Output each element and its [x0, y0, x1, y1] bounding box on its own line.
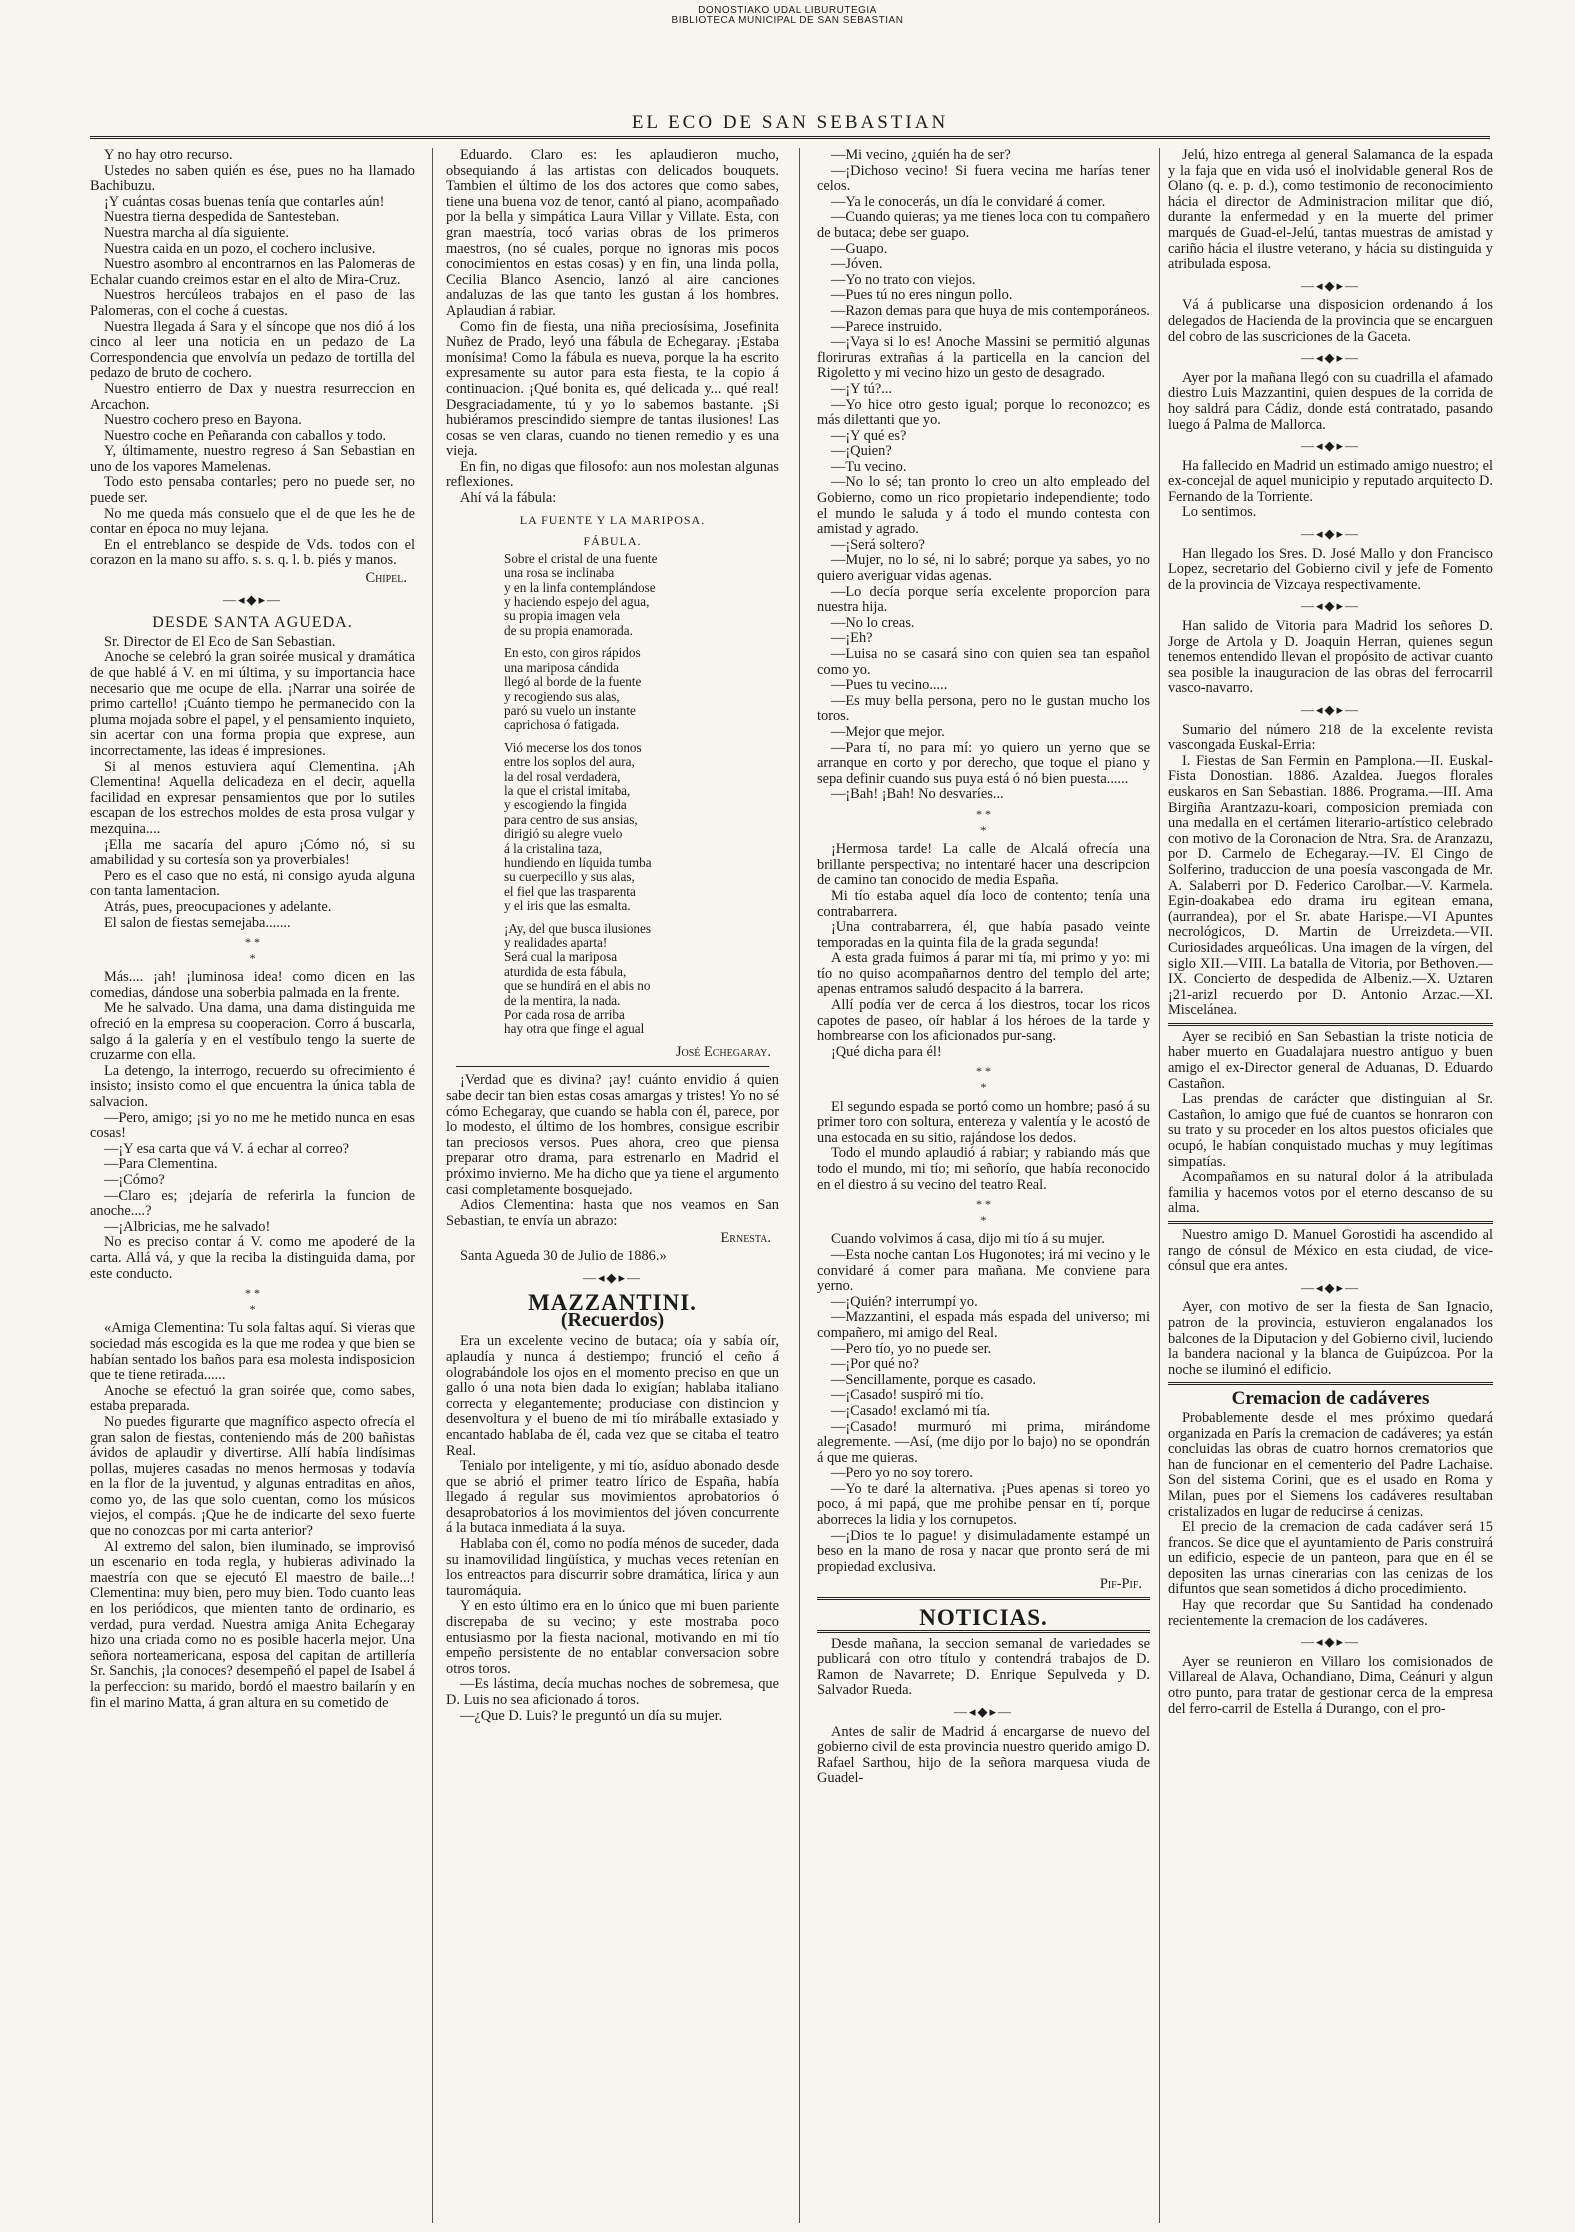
ornament: —◂◆▸—	[1300, 438, 1361, 454]
paragraph: A esta grada fuimos á parar mi tía, mi primo y yo: mi tío no quiso acompañarnos dentro del templo del arte; apenas entramos saludó despacito á la barrera.	[817, 950, 1150, 998]
paragraph: Nuestra marcha al día siguiente.	[104, 224, 290, 241]
article-body	[446, 148, 779, 507]
paragraph: Probablemente desde el mes próximo quedará organizada en París la cremacion de cadáveres; ya están concluidas las obras de cuatro hornos crematorios que han de funcionar en el cementerio del Padre Lachaise. Son del sistema Corini, que es el usado en Roma y Milan, pues por el Siemens los cadáveres resultaban cristalizados en lugar de reducirse á cenizas.	[1168, 1409, 1493, 1520]
ornament: —◂◆▸—	[1300, 598, 1361, 614]
paragraph: Adios Clementina: hasta que nos veamos en San Sebastian, te envía un abrazo:	[446, 1197, 779, 1229]
heading-santa-agueda: DESDE SANTA AGUEDA.	[152, 614, 353, 632]
paragraph: Ayer, con motivo de ser la fiesta de San Ignacio, patron de la provincia, estuvieron engalanados los balcones de la Diputacion y del Gobierno civil, luciendo la bandera nacional y la blanca de Guipúzcoa. Por la noche se iluminó el edificio.	[1168, 1299, 1493, 1378]
dateline: Santa Agueda 30 de Julio de 1886.»	[460, 1247, 667, 1264]
article-body	[817, 1637, 1150, 1787]
paragraph: —No lo creas.	[831, 614, 915, 631]
paragraph: Ayer se recibió en San Sebastian la triste noticia de haber muerto en Guadalajara nuestro antiguo y buen amigo el ex-Director general de Aduanas, D. Eduardo Castañon.	[1168, 1028, 1493, 1092]
ornament: —◂◆▸—	[953, 1704, 1014, 1719]
paragraph: —¡Bah! ¡Bah! No desvaríes...	[831, 786, 1004, 803]
paragraph: —Mejor que mejor.	[831, 723, 945, 740]
paragraph: —¡Cómo?	[104, 1172, 165, 1188]
poem-verse: paró su vuelo un instante	[504, 702, 636, 718]
stamp-line-1: DONOSTIAKO UDAL LIBURUTEGIA	[698, 5, 877, 16]
poem-verse: una mariposa cándida	[504, 659, 619, 675]
poem-verse: Vió mecerse los dos tonos	[504, 739, 642, 755]
paragraph: —¡Y esa carta que vá V. á echar al correo?	[104, 1140, 350, 1157]
paragraph: Ayer se reunieron en Villaro los comisionados de Villareal de Alava, Ochandiano, Dima, Ceánuri y algun otro punto, para tratar de gestionar cerca de la empresa del ferro-carril de Estella á Durango, con el pro-	[1168, 1653, 1493, 1717]
masthead: EL ECO DE SAN SEBASTIAN	[631, 112, 949, 133]
paragraph: Nuestro coche en Peñaranda con caballos y todo.	[104, 427, 387, 444]
paragraph: —Yo te daré la alternativa. ¡Pues apenas si toreo yo poco, á mi papá, que me prohibe pensar en tí, porque aborreces la lidia y los cornupetos.	[817, 1480, 1150, 1529]
paragraph: —Pero, amigo; ¡si yo no me he metido nunca en esas cosas!	[90, 1109, 415, 1142]
divider	[1168, 1382, 1493, 1385]
paragraph: —¡Dios te lo pague! y disimuladamente estampé un beso en la mano de rosa y nacar que pronto será de mi propiedad exclusiva.	[817, 1527, 1150, 1575]
paragraph: Desde mañana, la seccion semanal de variedades se publicará con otro título y contendrá trabajos de D. Ramon de Navarrete; D. Enrique Sepulveda y D. Salvador Rueda.	[817, 1635, 1150, 1699]
paragraph: —¡Y qué es?	[831, 427, 907, 444]
article-body	[1168, 619, 1493, 697]
paragraph: Nuestros hercúleos trabajos en el paso de las Palomeras, con el coche á cuestas.	[90, 287, 415, 319]
ornament: —◂◆▸—	[1300, 702, 1361, 717]
paragraph: Y en esto último era en lo único que mi buen pariente discrepaba de su vecino; y este mostraba poco entusiasmo por la fiesta nacional, motivando en mi tío empeño persistente de no entablar conversacion sobre otros toros.	[446, 1598, 779, 1677]
paragraph: Al extremo del salon, bien iluminado, se improvisó un escenario en toda regla, y hubieras adivinado la maestría con que se ejecutó El maestro de baile...! Clementina: muy bien, pero muy bien. Todo cuanto leas en los periódicos, que mienten tanto de ordinario, es verdad, pura verdad. Nuestra amiga Anita Echegaray hizo una criada como no es posible hacerla mejor. Una señora norteamericana, esposa del capitan de artillería Sr. Sanchis, ¡la conoces? desempeñó el papel de Isabel á la perfeccion: su marido, bordó el maestro bailarín y en fin el marino Matta, á gran altura en su cometido de	[90, 1538, 415, 1711]
asterism: * * *	[976, 1197, 991, 1227]
paragraph: —No lo sé; tan pronto lo creo un alto empleado del Gobierno, como un rico propietario independiente; todo el mundo le saluda y á todo el mundo contesta con amistad y agrado.	[817, 474, 1150, 538]
poem-verse: de la mentira, la nada.	[504, 992, 621, 1008]
paragraph: Ha fallecido en Madrid un estimado amigo nuestro; el ex-concejal de aquel municipio y reputado arquitecto D. Fernando de la Torriente.	[1168, 457, 1493, 505]
paragraph: Nuestra caida en un pozo, el cochero inclusive.	[104, 240, 376, 257]
paragraph: ¡Ella me sacaría del apuro ¡Cómo nó, si su amabilidad y su cortesía son ya proverbiales!	[90, 836, 415, 869]
paragraph: —¡Dichoso vecino! Si fuera vecina me harías tener celos.	[817, 162, 1150, 195]
poem-verse: la que el cristal imitaba,	[504, 782, 631, 798]
paragraph: —Pero yo no soy torero.	[831, 1465, 973, 1482]
poem-stanza	[446, 741, 779, 914]
paragraph: Antes de salir de Madrid á encargarse de nuevo del gobierno civil de esta provincia nuestro querido amigo D. Rafael Sarthou, hijo de la señora marquesa viuda de Guadel-	[817, 1723, 1150, 1787]
paragraph: —Sencillamente, porque es casado.	[831, 1371, 1036, 1388]
paragraph: —¡Casado! exclamó mi tía.	[831, 1402, 991, 1419]
ornament: —◂◆▸—	[1300, 1634, 1361, 1650]
paragraph: Más.... ¡ah! ¡luminosa idea! como dicen en las comedias, dándose una soberbia palmada en la frente.	[90, 969, 415, 1001]
paragraph: Anoche se efectuó la gran soirée que, como sabes, estaba preparada.	[90, 1382, 415, 1415]
poem-verse: llegó al borde de la fuente	[504, 674, 642, 690]
paragraph: —¡Será soltero?	[831, 536, 925, 553]
subheading-recuerdos: (Recuerdos)	[560, 1308, 665, 1331]
poem-subtitle: FÁBULA.	[583, 534, 642, 549]
paragraph: —Pues tu vecino.....	[831, 677, 948, 694]
column-rule	[432, 148, 433, 2223]
paragraph: No me queda más consuelo que el de que les he de contar en época no muy lejana.	[90, 505, 415, 538]
poem-stanza	[446, 646, 779, 732]
signature-pifpif: Pif-Pif.	[1099, 1576, 1142, 1593]
paragraph: Cuando volvimos á casa, dijo mi tío á su mujer.	[831, 1231, 1105, 1248]
paragraph: La detengo, la interrogo, recuerdo su ofrecimiento é insisto; insisto como el que encuentra la única tabla de salvacion.	[90, 1062, 415, 1111]
paragraph: Atrás, pues, preocupaciones y adelante.	[104, 898, 332, 915]
divider	[1168, 1023, 1493, 1026]
ornament: —◂◆▸—	[1300, 277, 1361, 293]
article-body	[1168, 298, 1493, 345]
article-body	[1168, 1655, 1493, 1717]
article-body	[1168, 459, 1493, 521]
article-body	[1168, 1411, 1493, 1629]
library-stamp	[0, 6, 1575, 26]
poem	[446, 552, 779, 1037]
divider	[817, 1630, 1150, 1633]
asterism: * * *	[245, 1286, 260, 1316]
paragraph: —Razon demas para que huya de mis contemporáneos.	[831, 302, 1150, 319]
signature-ernesta: Ernesta.	[720, 1230, 771, 1247]
poem-verse: Será cual la mariposa	[504, 949, 618, 965]
poem-verse: el fiel que las trasparenta	[504, 883, 636, 899]
paragraph: —Cuando quieras; ya me tienes loca con tu compañero de butaca; debe ser guapo.	[817, 209, 1150, 241]
paragraph: —Tu vecino.	[831, 458, 907, 475]
poem-verse: dirigió su alegre vuelo	[504, 826, 623, 842]
paragraph: —¡Quién? interrumpí yo.	[831, 1293, 978, 1310]
paragraph: —Para tí, no para mí: yo quiero un yerno que se arranque en corto y por derecho, que toque el piano y sepa definir cuando sus puya está ó nó bien puesta......	[817, 739, 1150, 787]
paragraph: —Pues tú no eres ningun pollo.	[831, 287, 1013, 304]
article-body	[817, 1232, 1150, 1575]
asterism: * * *	[976, 1064, 991, 1095]
asterism: * * *	[245, 935, 260, 965]
paragraph: —Es muy bella persona, pero no le gustan mucho los toros.	[817, 692, 1150, 725]
paragraph: —¡Y tú?...	[831, 380, 893, 397]
paragraph: —¿Que D. Luis? le preguntó un día su mujer.	[460, 1707, 723, 1724]
paragraph: Las prendas de carácter que distinguian al Sr. Castañon, lo amigo que fué de cuantos se honraron con su trato y su proceder en los altos puestos oficiales que ocupó, le habían conquistado muchas y muy legítimas simpatías.	[1168, 1091, 1493, 1170]
paragraph: Nuestro entierro de Dax y nuestra resurreccion en Arcachon.	[90, 380, 415, 413]
paragraph: —Pero tío, yo no puede ser.	[831, 1340, 992, 1357]
paragraph: —Mujer, no lo sé, ni lo sabré; porque ya sabes, yo no quiero averiguar vidas agenas.	[817, 552, 1150, 585]
article-body	[817, 148, 1150, 803]
paragraph: Hay que recordar que Su Santidad ha condenado recientemente la cremacion de los cadáveres.	[1168, 1597, 1493, 1629]
paragraph: ¡Verdad que es divina? ¡ay! cuánto envidio á quien sabe decir tan bien estas cosas amargas y tristes! Yo no sé cómo Echegaray, que cuando se habla con él, parece, por lo modesto, el último de los hombres, consigue escribir tan preciosos versos. Pues ahora, creo que piensa preparar otro drama, para estrenarlo en Madrid el próximo invierno. Me ha dicho que ya tiene el argumento casi completamente bosquejado.	[446, 1072, 779, 1198]
poem-verse: una rosa se inclinaba	[504, 565, 615, 581]
column-2	[446, 148, 779, 2223]
poem-verse: de su propia enamorada.	[504, 622, 633, 638]
paragraph: —¡Casado! murmuró mi prima, mirándome alegremente. —Así, (me dijo por lo bajo) no se opondrán á que me quieras.	[817, 1418, 1150, 1466]
paragraph: Nuestro cochero preso en Bayona.	[104, 412, 302, 429]
paragraph: —¡Casado! suspiró mi tío.	[831, 1387, 984, 1404]
paragraph: Y no hay otro recurso.	[104, 148, 233, 163]
article-body	[90, 1321, 415, 1711]
paragraph: —Guapo.	[831, 240, 888, 257]
poem-verse: y escogiendo la fingida	[504, 797, 627, 813]
column-3	[817, 148, 1150, 2223]
article-body	[90, 148, 415, 569]
poem-verse: y en la linfa contemplándose	[504, 579, 656, 595]
paragraph: —Es lástima, decía muchas noches de sobremesa, que D. Luis no sea aficionado á toros.	[446, 1676, 779, 1708]
poem-verse: hundiendo en líquida tumba	[504, 854, 652, 870]
paragraph: Eduardo. Claro es: les aplaudieron mucho, obsequiando á las artistas con delicados bouquets. Tambien el último de los dos actores que como sabes, tiene una buena voz de tenor, cantó al piano, acompañado por la bella y simpática Laura Villar y Villate. Esta, con gran maestría, tocó varias obras de los primeros maestros, (no sé cuales, porque no ignoras mis pocos conocimientos en estas cosas) y en fin, una linda polla, Cecilia Blanco Asencio, lanzó al aire canciones andaluzas de las que tanto les gustan á los hombres. Aplaudian á rabiar.	[446, 148, 779, 319]
paragraph: Han llegado los Sres. D. José Mallo y don Francisco Lopez, secretario del Gobierno civil y jefe de Fomento de la provincia de Vizcaya respectivamente.	[1168, 545, 1493, 593]
ornament: —◂◆▸—	[222, 591, 283, 607]
poem-verse: su cuerpecillo y sus alas,	[504, 869, 635, 885]
column-rule	[1159, 148, 1160, 2223]
paragraph: Nuestro asombro al encontrarnos en las Palomeras de Echalar cuando creimos estar en el alto de Mira-Cruz.	[90, 256, 415, 288]
article-body	[1168, 723, 1493, 1019]
paragraph: Sr. Director de El Eco de San Sebastian.	[104, 633, 336, 650]
poem-verse: y haciendo espejo del agua,	[504, 594, 650, 610]
paragraph: Han salido de Vitoria para Madrid los señores D. Jorge de Artola y D. Joaquin Herran, quienes segun tenemos entendido llevan el propósito de activar cuanto sea posible la inauguracion de las obras del ferrocarril vasco-navarro.	[1168, 618, 1493, 697]
paragraph: I. Fiestas de San Fermin en Pamplona.—II. Euskal-Fista Donostian. 1886. Azaldea. Juegos florales euskaros en San Sebastian. 1886. Programa.—III. Ama Birgiña Arantzazu-koari, composicion premiada con una medalla en el certámen literario-artístico celebrado con motivo de la Coronacion de Ntra. Sra. de Aranzazu, por D. Carmelo de Echegaray.—IV. El Cingo de Solferino, traduccion de una poesía vascongada de Mr. A. Salaberri por D. Federico Carolbar.—V. Karmela. Egin-doakabea edo drama iru egitean emana, (aurrandea), por el Sr. abate Harispe.—VI Apuntes necrológicos, D. Martin de Urreizdeta.—VII. Curiosidades arqueólicas. Una imagen de la vírgen, del siglo XII.—VIII. La batalla de Vitoria, por Bethoven.—IX. Concierto de despedida de Albeniz.—X. Uztaren ¡21-arizl recuerdo por D. Antonio Arzac.—XI. Miscelánea.	[1168, 752, 1493, 1019]
poem-verse: Sobre el cristal de una fuente	[504, 550, 658, 566]
article-body	[1168, 1228, 1493, 1275]
paragraph: Era un excelente vecino de butaca; oía y sabía oír, aplaudía y nunca á destiempo; frunció el ceño á olograbándole los ojos en el momento preciso en que un gallo ó una nota bien dada lo exigían; hablaba italiano correcta y elegantemente; produciase con distincion y desenvoltura y el bueno de mi tío miráballe extasiado y encantado hablaba de él, cada vez que se citaba el teatro Real.	[446, 1333, 779, 1459]
paragraph: No puedes figurarte que magnífico aspecto ofrecía el gran salon de fiestas, conteniendo más de 200 bañistas ávidos de aplaudir y divertirse. Allí había lindísimas pollas, mujeres casadas no menos hermosas y todavía en la flor de la juventud, y algunas entraditas en años, como yo, de las que solo cuentan, como los músicos viejos, el compás. ¡Que he de indicarte del sexo fuerte que no conozcas por mi carta anterior?	[90, 1413, 415, 1540]
poem-verse: y el iris que las esmalta.	[504, 898, 631, 914]
paragraph: Tenialo por inteligente, y mi tío, asíduo abonado desde que se abrió el primer teatro lírico de España, había llegado á regular sus movimientos aprobatorios ó desaprobatorios á los movimientos del jóven concurrente á la butaca inmediata á la suya.	[446, 1458, 779, 1537]
poem-verse: y recogiendo sus alas,	[504, 688, 620, 704]
asterism: * * *	[976, 806, 991, 837]
paragraph: El salon de fiestas semejaba.......	[104, 914, 291, 931]
paragraph: —¡Eh?	[831, 630, 873, 647]
paragraph: Todo esto pensaba contarles; pero no puede ser, no puede ser.	[90, 474, 415, 507]
article-body	[90, 970, 415, 1282]
heading-cremacion: Cremacion de cadáveres	[1231, 1388, 1430, 1410]
paragraph: —¡Quien?	[831, 443, 892, 460]
paragraph: Vá á publicarse una disposicion ordenando á los delegados de Hacienda de la provincia que se encarguen del cobro de las suscriciones de la Gaceta.	[1168, 297, 1493, 345]
paragraph: Ayer por la mañana llegó con su cuadrilla el afamado diestro Luis Mazzantini, quien despues de la corrida de hoy saldrá para Cádiz, donde está contratado, pasando luego á Palma de Mallorca.	[1168, 369, 1493, 433]
divider	[456, 1066, 769, 1067]
column-4	[1168, 148, 1493, 2223]
column-1	[90, 148, 415, 2223]
poem-verse: su propia imagen vela	[504, 608, 621, 624]
stamp-line-2: BIBLIOTECA MUNICIPAL DE SAN SEBASTIAN	[671, 15, 904, 26]
poem-verse: y realidades aparta!	[504, 935, 608, 950]
paragraph: En fin, no digas que filosofo: aun nos molestan algunas reflexiones.	[446, 458, 779, 491]
paragraph: Mi tío estaba aquel día loco de contento; tenía una contrabarrera.	[817, 887, 1150, 920]
paragraph: El precio de la cremacion de cada cadáver será 15 francos. Se dice que el ayuntamiento de Paris construirá un edificio, especie de un panteon, para que en él se depositen las urnas cinerarias con las cenizas de los difuntos que sean sometidos á dicho procedimiento.	[1168, 1519, 1493, 1598]
paragraph: Y, últimamente, nuestro regreso á San Sebastian en uno de los vapores Mamelenas.	[90, 443, 415, 475]
paragraph: —¡Por qué no?	[831, 1356, 919, 1373]
paragraph: —Para Clementina.	[104, 1156, 218, 1173]
paragraph: Ahí vá la fábula:	[460, 490, 557, 507]
paragraph: Todo el mundo aplaudió á rabiar; y rabiando más que todo el mundo, mi tío; mi señorío, que había reconocido en el diestro á su vecino del teatro Real.	[817, 1145, 1150, 1193]
paragraph: —Luisa no se casará sino con quien sea tan español como yo.	[817, 646, 1150, 678]
paragraph: —Claro es; ¡dejaría de referirla la funcion de anoche....?	[90, 1187, 415, 1220]
article-body	[1168, 148, 1493, 273]
paragraph: —Ya le conocerás, un día le convidaré á comer.	[831, 193, 1106, 210]
paragraph: Acompañamos en su natural dolor á la atribulada familia y hacemos votos por el eterno descanso de su alma.	[1168, 1169, 1493, 1217]
paragraph: —Lo decía porque sería excelente proporcion para nuestra hija.	[817, 583, 1150, 616]
ornament: —◂◆▸—	[1300, 350, 1361, 366]
poem-verse: hay otra que finge el agual	[504, 1021, 645, 1037]
paragraph: ¡Y cuántas cosas buenas tenía que contarles aún!	[104, 193, 385, 210]
paragraph: —Parece instruido.	[831, 318, 943, 335]
paragraph: Anoche se celebró la gran soirée musical y dramática de que hablé á V. en mi última, y su importancia hace necesario que me ocupe de ella. ¡Narrar una soirée de primo cartello! ¡Cuánto tiempo he permanecido con la pluma mojada sobre el papel, y el pensamiento inquieto, sin acertar con una forma propia que exprese, aun incorrectamente, las ideas é impresiones.	[90, 649, 415, 759]
poem-stanza	[446, 922, 779, 1037]
paragraph: Jelú, hizo entrega al general Salamanca de la espada y la faja que en vida usó el inolvidable general Ros de Olano (q. e. p. d.), como testimonio de reconocimiento hácia el director de Administracion militar que dió, durante la enfermedad y en la muerte del primer marqués de Guad-el-Jelú, tantas muestras de amistad y cariño hácia el ilustre veterano, y hácia su distinguida y atribulada esposa.	[1168, 148, 1493, 273]
paragraph: El segundo espada se portó como un hombre; pasó á su primer toro con soltura, entereza y valentía y le acostó de una estocada en su sitio, rajándose los dedos.	[817, 1098, 1150, 1146]
paragraph: —Esta noche cantan Los Hugonotes; irá mi vecino y le convidaré á comer para mañana. Me conviene para yerno.	[817, 1246, 1150, 1295]
column-rule	[799, 148, 800, 2223]
poem-verse: aturdida de esta fábula,	[504, 963, 627, 979]
paragraph: ¡Qué dicha para él!	[831, 1043, 942, 1060]
paragraph: —Yo hice otro gesto igual; porque lo reconozco; es más dilettanti que yo.	[817, 396, 1150, 429]
article-body	[1168, 1030, 1493, 1217]
paragraph: —¡Albricias, me he salvado!	[104, 1218, 271, 1235]
paragraph: —¡Vaya si lo es! Anoche Massini se permitió algunas floriruras extrañas á la particella en la cancion del Rigoletto y mi vecino hizo un gesto de desagrado.	[817, 334, 1150, 382]
poem-verse: ¡Ay, del que busca ilusiones	[504, 920, 651, 936]
paragraph: ¡Una contrabarrera, él, que había pasado veinte temporadas en la quinta fila de la grada segunda!	[817, 919, 1150, 951]
poem-verse: entre los soplos del aura,	[504, 754, 635, 770]
paragraph: En el entreblanco se despide de Vds. todos con el corazon en la mano su affo. s. s. q. l. b. piés y manos.	[90, 536, 415, 569]
signature-chipel: Chipel.	[365, 570, 407, 587]
paragraph: Ustedes no saben quién es ése, pues no ha llamado Bachibuzu.	[90, 162, 415, 195]
heading-noticias: NOTICIAS.	[919, 1605, 1048, 1631]
poem-verse: para centro de sus ansias,	[504, 811, 638, 827]
paragraph: —Jóven.	[831, 256, 883, 273]
paragraph: —Mi vecino, ¿quién ha de ser?	[831, 148, 1011, 163]
paragraph: «Amiga Clementina: Tu sola faltas aquí. Si vieras que sociedad más escogida es la que me rodea y que bien se habían sentado los baños para esa molesta indisposicion que te tiene retirada......	[90, 1320, 415, 1384]
paragraph: No es preciso contar á V. como me apoderé de la carta. Allá vá, y que la reciba la distinguida dama, por este conducto.	[90, 1234, 415, 1282]
paragraph: Me he salvado. Una dama, una dama distinguida me ofreció en la empresa su cooperacion. Corro á buscarla, salgo á la galería y en el vestíbulo tengo la suerte de cruzarme con ella.	[90, 1000, 415, 1064]
ornament: —◂◆▸—	[1300, 526, 1361, 542]
article-body	[1168, 547, 1493, 594]
poem-verse: Por cada rosa de arriba	[504, 1007, 625, 1023]
signature-echegaray: José Echegaray.	[675, 1043, 771, 1060]
paragraph: Nuestra tierna despedida de Santesteban.	[104, 209, 340, 226]
paragraph: ¡Hermosa tarde! La calle de Alcalá ofrecía una brillante perspectiva; no intentaré hacer una descripcion de camino tan conocido de media España.	[817, 841, 1150, 889]
paragraph: Hablaba con él, como no podía ménos de suceder, dada su inamovilidad lingüística, y muchas veces retenían en los entreactos para discurrir sobre dramática, lírica y aun tauromáquia.	[446, 1536, 779, 1599]
poem-title: LA FUENTE Y LA MARIPOSA.	[519, 512, 706, 527]
paragraph: —Yo no trato con viejos.	[831, 271, 976, 288]
paragraph: Pero es el caso que no está, ni consigo ayuda alguna con tanta lamentacion.	[90, 867, 415, 900]
paragraph: Sumario del número 218 de la excelente revista vascongada Euskal-Erria:	[1168, 721, 1493, 754]
paragraph: Lo sentimos.	[1182, 504, 1257, 521]
ornament: —◂◆▸—	[582, 1269, 643, 1285]
paragraph: Allí podía ver de cerca á los diestros, tocar los ricos capotes de paseo, oír hablar á los héroes de la tarde y hombrearse con los aficionados pur-sang.	[817, 997, 1150, 1045]
article-body	[446, 1073, 779, 1229]
article-body	[90, 635, 415, 931]
poem-verse: que se hundirá en el abis no	[504, 978, 651, 994]
poem-verse: la del rosal verdadera,	[504, 768, 621, 784]
article-body	[1168, 1300, 1493, 1378]
divider	[817, 1597, 1150, 1600]
poem-stanza	[446, 552, 779, 638]
article-body	[817, 842, 1150, 1060]
article-body	[446, 1334, 779, 1724]
heading-mazzantini: MAZZANTINI.	[528, 1290, 697, 1316]
poem-verse: caprichosa ó fatigada.	[504, 717, 620, 733]
divider	[1168, 1221, 1493, 1224]
article-body	[817, 1100, 1150, 1194]
poem-verse: En esto, con giros rápidos	[504, 645, 641, 661]
poem-verse: á la cristalina taza,	[504, 840, 603, 856]
paragraph: Si al menos estuviera aquí Clementina. ¡Ah Clementina! Aquella delicadeza en el decir, aquella facilidad en expresar pensamientos que por lo sutiles escapan de los estrechos moldes de esta prosa vulgar y mezquina....	[90, 758, 415, 837]
masthead-rule	[90, 136, 1490, 139]
article-body	[1168, 371, 1493, 433]
ornament: —◂◆▸—	[1300, 1279, 1361, 1295]
paragraph: Nuestro amigo D. Manuel Gorostidi ha ascendido al rango de cónsul de México en esta ciudad, de vice-cónsul que era antes.	[1168, 1227, 1493, 1275]
paragraph: —Mazzantini, el espada más espada del universo; mi compañero, mi amigo del Real.	[817, 1309, 1150, 1341]
paragraph: Como fin de fiesta, una niña preciosísima, Josefinita Nuñez de Prado, leyó una fábula de Echegaray. ¡Estaba monísima! Como la fábula es nueva, porque la ha escrito expresamente su autor para esta fiesta, te la copio á continuacion. ¡Qué bonita es, qué delicada y... qué real! Desgraciadamente, tú y yo lo sabemos bastante. ¡Si hubiéramos prescindido siempre de tantas ilusiones! Las cosas se ven claras, cuando no tienen remedio y es una vieja.	[446, 318, 779, 460]
paragraph: Nuestra llegada á Sara y el síncope que nos dió á los cinco al leer una noticia en un pedazo de La Correspondencia que envolvía un pedazo de tortilla del pedazo de bruto de cochero.	[90, 318, 415, 382]
